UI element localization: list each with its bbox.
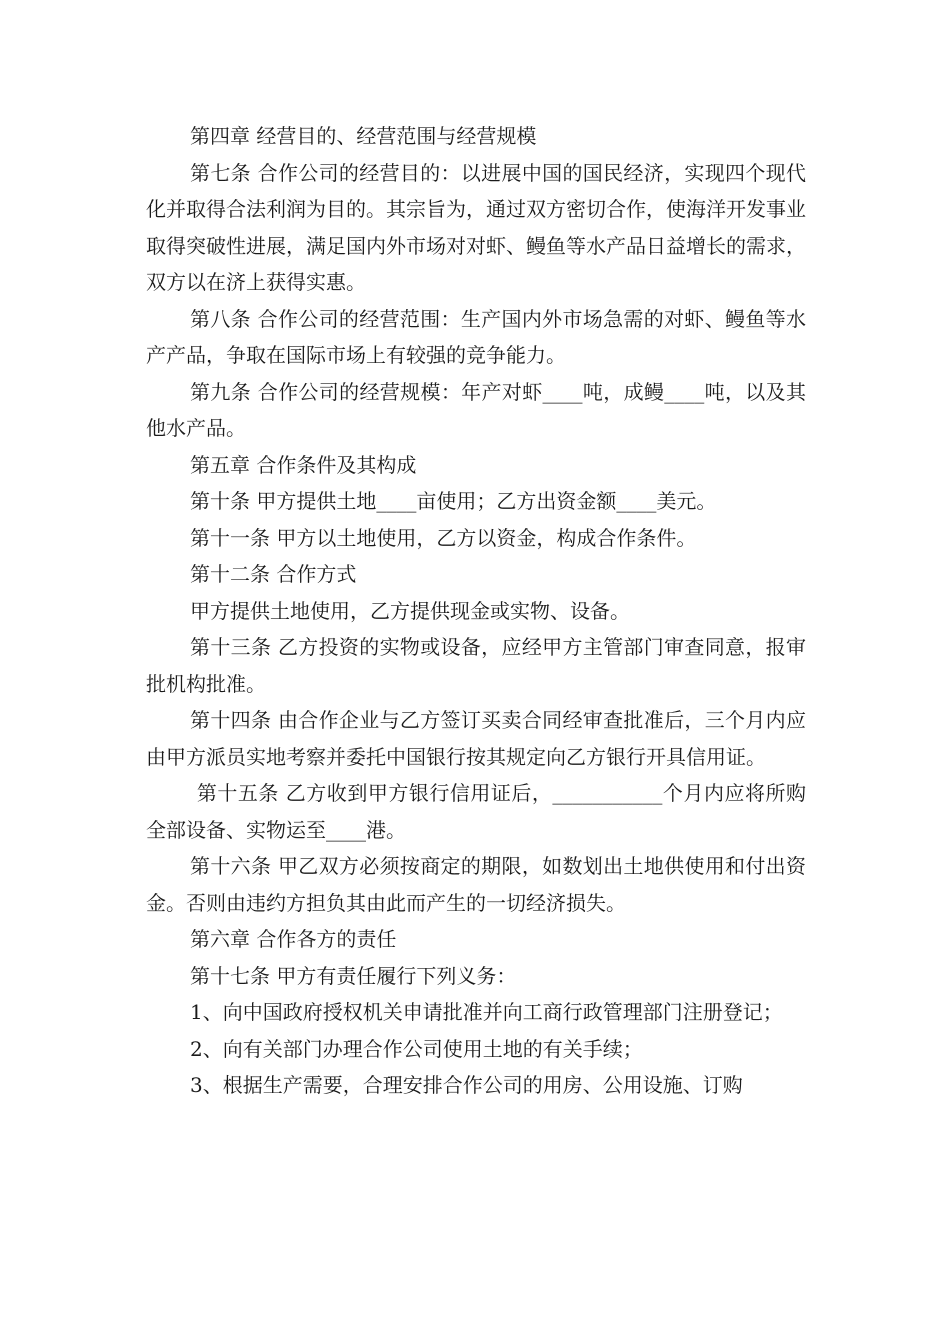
document-body: [146, 118, 806, 1104]
chapter-5-heading: 第五章 合作条件及其构成: [190, 452, 417, 477]
article-14: 第十四条 由合作企业与乙方签订买卖合同经审查批准后，三个月内应由甲方派员实地考察并委托中国银行按其规定向乙方银行开具信用证。: [146, 708, 806, 769]
article-15: 第十五条 乙方收到甲方银行信用证后，___________个月内应将所购全部设备、实物运至____港。: [146, 781, 807, 842]
article-11: 第十一条 甲方以土地使用，乙方以资金，构成合作条件。: [190, 525, 697, 550]
article-17-item-3: 3、根据生产需要，合理安排合作公司的用房、公用设施、订购: [190, 1073, 743, 1097]
article-17: 第十七条 甲方有责任履行下列义务：: [190, 963, 517, 988]
article-12: 第十二条 合作方式: [190, 562, 357, 586]
article-13: 第十三条 乙方投资的实物或设备，应经甲方主管部门审查同意，报审批机构批准。: [146, 635, 806, 696]
article-10: 第十条 甲方提供土地____亩使用；乙方出资金额____美元。: [190, 489, 717, 513]
article-7: 第七条 合作公司的经营目的：以进展中国的国民经济，实现四个现代化并取得合法利润为目的。其宗旨为，通过双方密切合作，使海洋开发事业取得突破性进展，满足国内外市场对对虾、鳗鱼等水产品日益增长的需求，双方以在济上获得实惠。: [146, 160, 806, 294]
article-9: 第九条 合作公司的经营规模：年产对虾____吨，成鳗____吨，以及其他水产品。: [146, 379, 806, 440]
article-16: 第十六条 甲乙双方必须按商定的期限，如数划出土地供使用和付出资金。否则由违约方担负其由此而产生的一切经济损失。: [146, 854, 806, 915]
article-17-item-2: 2、向有关部门办理合作公司使用土地的有关手续；: [190, 1036, 643, 1061]
chapter-6-heading: 第六章 合作各方的责任: [190, 927, 397, 951]
article-12-body: 甲方提供土地使用，乙方提供现金或实物、设备。: [190, 598, 630, 623]
article-8: 第八条 合作公司的经营范围：生产国内外市场急需的对虾、鳗鱼等水产产品，争取在国际市场上有较强的竞争能力。: [146, 306, 806, 367]
chapter-4-heading: 第四章 经营目的、经营范围与经营规模: [190, 124, 537, 148]
article-17-item-1: 1、向中国政府授权机关申请批准并向工商行政管理部门注册登记；: [190, 1000, 783, 1024]
